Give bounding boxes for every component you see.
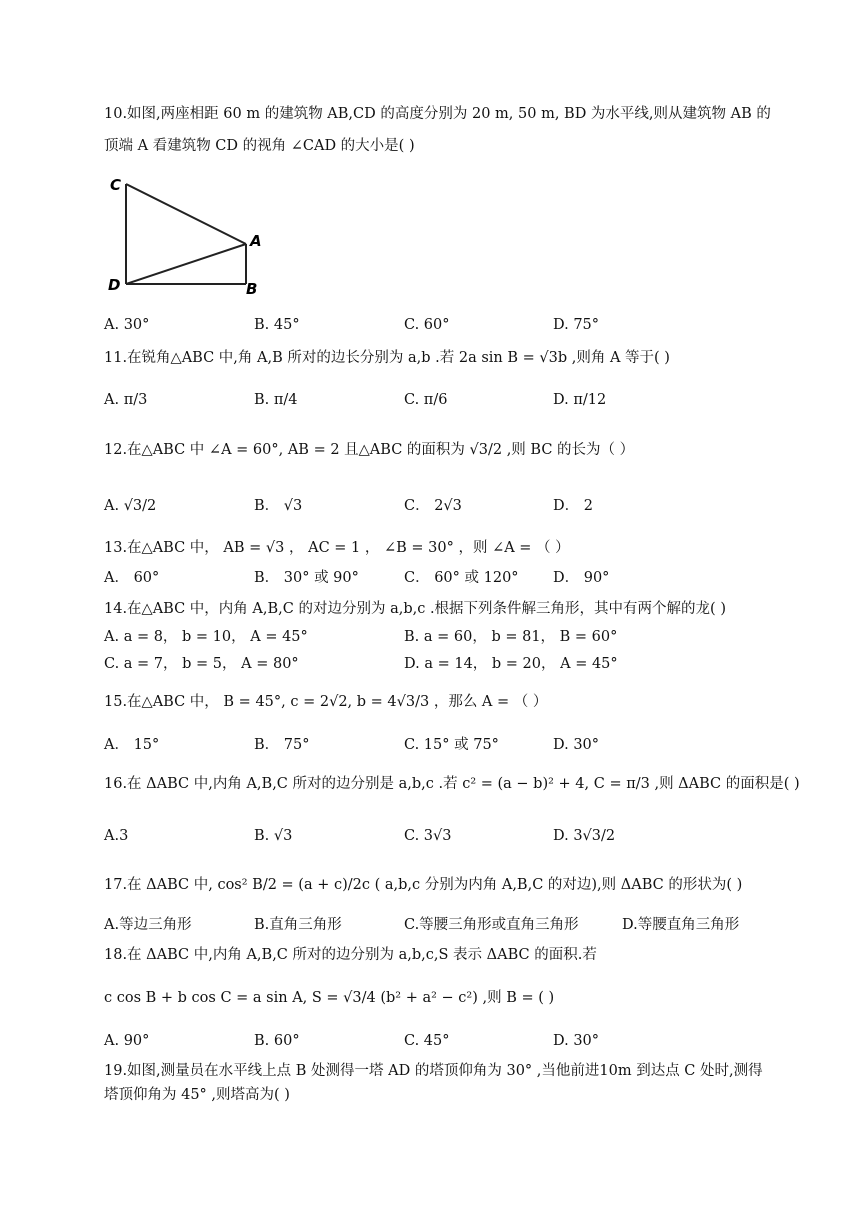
q17-option-a: A.等边三角形 bbox=[104, 917, 192, 933]
q12-line-1: 12.在△ABC 中 ∠A = 60°, AB = 2 且△ABC 的面积为 √3/2 ,则 BC 的长为（ ） bbox=[104, 442, 635, 458]
q15-option-a: A． 15° bbox=[104, 737, 160, 753]
q14-option-b: B. a = 60， b = 81， B = 60° bbox=[404, 629, 618, 645]
q18-option-b: B. 60° bbox=[254, 1033, 300, 1049]
q19-line-2: 塔顶仰角为 45° ,则塔高为( ) bbox=[104, 1087, 290, 1103]
q16-option-c: C. 3√3 bbox=[404, 828, 452, 844]
segment-da bbox=[126, 244, 246, 284]
q17-option-b: B.直角三角形 bbox=[254, 917, 342, 933]
q12-option-b: B． √3 bbox=[254, 498, 303, 514]
label-c: C bbox=[110, 176, 122, 194]
q16-option-d: D. 3√3/2 bbox=[553, 828, 616, 844]
q11-option-d: D. π/12 bbox=[553, 392, 607, 408]
q14-line-1: 14.在△ABC 中，内角 A,B,C 的对边分别为 a,b,c .根据下列条件解三角形，其中有两个解的龙( ) bbox=[104, 601, 726, 617]
label-d: D bbox=[108, 276, 121, 294]
q10-option-b: B. 45° bbox=[254, 317, 300, 333]
q12-option-d: D． 2 bbox=[553, 498, 593, 514]
q17-line-1: 17.在 ΔABC 中, cos² B/2 = (a + c)/2c ( a,b,c 分别为内角 A,B,C 的对边),则 ΔABC 的形状为( ) bbox=[104, 877, 743, 893]
q10-option-d: D. 75° bbox=[553, 317, 600, 333]
q16-option-b: B. √3 bbox=[254, 828, 293, 844]
q18-option-d: D. 30° bbox=[553, 1033, 600, 1049]
q11-option-a: A. π/3 bbox=[104, 392, 148, 408]
q12-option-a: A. √3/2 bbox=[104, 498, 157, 514]
q10-option-c: C. 60° bbox=[404, 317, 450, 333]
q16-line-1: 16.在 ΔABC 中,内角 A,B,C 所对的边分别是 a,b,c .若 c² = (a − b)² + 4, C = π/3 ,则 ΔABC 的面积是( ) bbox=[104, 776, 800, 792]
q13-option-c: C． 60° 或 120° bbox=[404, 570, 519, 586]
label-b: B bbox=[246, 280, 258, 296]
q10-diagram bbox=[104, 170, 284, 296]
q10-line-1: 10.如图,两座相距 60 m 的建筑物 AB,CD 的高度分别为 20 m, 50 m, BD 为水平线,则从建筑物 AB 的 bbox=[104, 106, 771, 122]
q10-line-2: 顶端 A 看建筑物 CD 的视角 ∠CAD 的大小是( ) bbox=[104, 138, 415, 154]
q12-option-c: C． 2√3 bbox=[404, 498, 462, 514]
q11-line-1: 11.在锐角△ABC 中,角 A,B 所对的边长分别为 a,b .若 2a sin B = √3b ,则角 A 等于( ) bbox=[104, 350, 670, 366]
q13-option-b: B． 30° 或 90° bbox=[254, 570, 359, 586]
q11-option-b: B. π/4 bbox=[254, 392, 298, 408]
q15-line-1: 15.在△ABC 中， B = 45°, c = 2√2, b = 4√3/3 ，那么 A = （ ） bbox=[104, 694, 548, 710]
q15-option-d: D. 30° bbox=[553, 737, 600, 753]
segment-ca bbox=[126, 184, 246, 244]
q17-option-c: C.等腰三角形或直角三角形 bbox=[404, 917, 579, 933]
q13-option-d: D． 90° bbox=[553, 570, 610, 586]
q14-option-a: A. a = 8， b = 10， A = 45° bbox=[104, 629, 308, 645]
q17-option-d: D.等腰直角三角形 bbox=[622, 917, 740, 933]
label-a: A bbox=[250, 232, 262, 250]
q13-line-1: 13.在△ABC 中， AB = √3 ， AC = 1 ， ∠B = 30° ，则 ∠A = （ ） bbox=[104, 540, 570, 556]
q14-option-d: D. a = 14， b = 20， A = 45° bbox=[404, 656, 618, 672]
q18-option-a: A. 90° bbox=[104, 1033, 150, 1049]
q16-option-a: A.3 bbox=[104, 828, 129, 844]
q19-line-1: 19.如图,测量员在水平线上点 B 处测得一塔 AD 的塔顶仰角为 30° ,当他前进10m 到达点 C 处时,测得 bbox=[104, 1063, 763, 1079]
q15-option-c: C. 15° 或 75° bbox=[404, 737, 499, 753]
q18-option-c: C. 45° bbox=[404, 1033, 450, 1049]
q11-option-c: C. π/6 bbox=[404, 392, 448, 408]
q10-option-a: A. 30° bbox=[104, 317, 150, 333]
q13-option-a: A． 60° bbox=[104, 570, 160, 586]
q15-option-b: B． 75° bbox=[254, 737, 310, 753]
q14-option-c: C. a = 7， b = 5， A = 80° bbox=[104, 656, 299, 672]
q18-line-1: 18.在 ΔABC 中,内角 A,B,C 所对的边分别为 a,b,c,S 表示 ΔABC 的面积.若 bbox=[104, 947, 597, 963]
q18-line-2: c cos B + b cos C = a sin A, S = √3/4 (b² + a² − c²) ,则 B = ( ) bbox=[104, 990, 555, 1006]
